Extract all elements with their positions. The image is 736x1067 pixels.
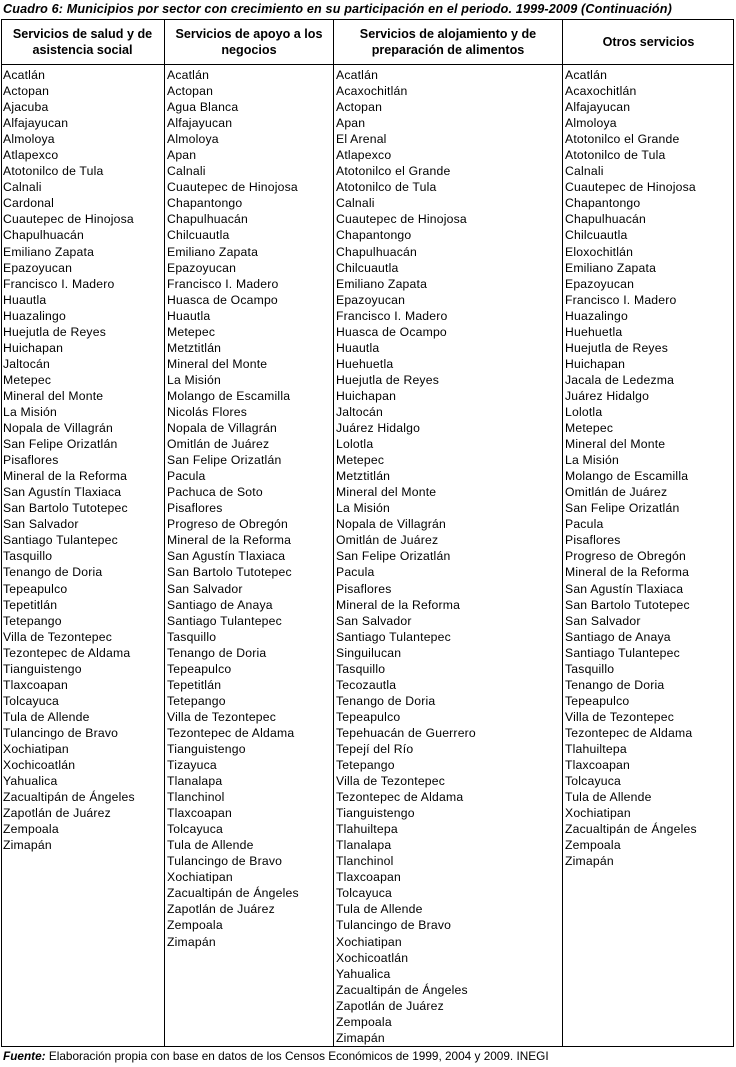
list-item: Emiliano Zapata <box>565 260 657 275</box>
list-item: Zempoala <box>3 822 59 837</box>
list-item: Mineral del Monte <box>3 388 104 403</box>
list-item: Zimapán <box>565 854 614 869</box>
list-item: Metztitlán <box>167 340 222 355</box>
list-item: Zempoala <box>565 838 621 853</box>
source-note <box>3 1049 549 1063</box>
list-item: Tezontepec de Aldama <box>565 725 693 740</box>
list-item: Emiliano Zapata <box>167 244 259 259</box>
list-item: Epazoyucan <box>3 260 73 275</box>
list-item: Tasquillo <box>167 629 217 644</box>
list-item: Apan <box>336 116 366 131</box>
list-item: San Bartolo Tutotepec <box>167 565 292 580</box>
list-item: Tenango de Doria <box>336 693 436 708</box>
list-item: Tulancingo de Bravo <box>167 854 283 869</box>
column-alojamiento <box>333 19 562 1047</box>
list-item: Nopala de Villagrán <box>3 421 113 436</box>
list-item: Zimapán <box>3 838 52 853</box>
list-item: Cuautepec de Hinojosa <box>167 180 298 195</box>
list-item: Acatlán <box>167 68 210 82</box>
list-item: Tetepango <box>167 693 226 708</box>
list-item: Chapulhuacán <box>336 244 418 259</box>
list-item: Tolcayuca <box>3 693 59 708</box>
list-item: Xochiatipan <box>336 934 402 949</box>
list-item: Zacualtipán de Ángeles <box>3 790 135 805</box>
list-item: Huehuetla <box>565 324 623 339</box>
list-item: Tezontepec de Aldama <box>336 790 464 805</box>
column-apoyo-negocios <box>164 19 333 1047</box>
list-item: Tianguistengo <box>167 741 246 756</box>
list-item: Mineral del Monte <box>336 485 437 500</box>
source-text: Elaboración propia con base en datos de los Censos Económicos de 1999, 2004 y 2009. INEGI <box>45 1049 549 1063</box>
list-item: Huichapan <box>565 356 626 371</box>
list-item: Tula de Allende <box>565 790 652 805</box>
list-item: Francisco I. Madero <box>565 292 677 307</box>
list-item: San Bartolo Tutotepec <box>3 501 128 516</box>
municipality-list <box>334 65 562 1046</box>
list-item: Tepeapulco <box>3 581 68 596</box>
list-item: Huichapan <box>336 388 397 403</box>
list-item: Pisaflores <box>3 453 59 468</box>
list-item: Ajacuba <box>3 100 49 115</box>
list-item: Tolcayuca <box>565 774 621 789</box>
municipality-list <box>563 65 734 869</box>
list-item: Tepeapulco <box>167 661 232 676</box>
list-item: Acaxochitlán <box>336 84 408 99</box>
list-item: Huazalingo <box>565 308 628 323</box>
list-item: Tepetitlán <box>3 597 58 612</box>
municipality-list <box>165 65 333 950</box>
list-item: Calnali <box>336 196 375 211</box>
list-item: Alfajayucan <box>565 100 631 115</box>
list-item: Mineral del Monte <box>167 356 268 371</box>
list-item: Mineral del Monte <box>565 437 666 452</box>
list-item: Acatlán <box>336 68 379 82</box>
list-item: Huautla <box>167 308 211 323</box>
list-item: Chilcuautla <box>167 228 230 243</box>
list-item: Actopan <box>3 84 50 99</box>
list-item: Yahualica <box>336 966 391 981</box>
list-item: Huasca de Ocampo <box>336 324 447 339</box>
list-item: Tlanalapa <box>336 838 392 853</box>
list-item: Omitlán de Juárez <box>336 533 439 548</box>
list-item: Zacualtipán de Ángeles <box>565 822 697 837</box>
list-item: Juárez Hidalgo <box>565 388 650 403</box>
list-item: San Felipe Orizatlán <box>336 549 451 564</box>
list-item: Mineral de la Reforma <box>565 565 690 580</box>
list-item: Molango de Escamilla <box>167 388 291 403</box>
list-item: La Misión <box>167 372 221 387</box>
list-item: Eloxochitlán <box>565 244 634 259</box>
list-item: Pacula <box>565 517 604 532</box>
column-salud <box>1 19 164 1047</box>
list-item: Chapulhuacán <box>167 212 249 227</box>
list-item: Villa de Tezontepec <box>336 774 446 789</box>
list-item: Mineral de la Reforma <box>167 533 292 548</box>
list-item: Almoloya <box>3 132 55 147</box>
source-label: Fuente: <box>3 1049 46 1063</box>
list-item: Tepeapulco <box>565 693 630 708</box>
list-item: Singuilucan <box>336 645 402 660</box>
list-item: Lolotla <box>336 437 374 452</box>
list-item: Epazoyucan <box>336 292 406 307</box>
list-item: Nopala de Villagrán <box>167 421 277 436</box>
list-item: Xochiatipan <box>3 741 69 756</box>
list-item: Zapotlán de Juárez <box>336 998 444 1013</box>
list-item: Pisaflores <box>565 533 621 548</box>
list-item: Metepec <box>167 324 216 339</box>
list-item: Nicolás Flores <box>167 404 248 419</box>
list-item: Agua Blanca <box>167 100 239 115</box>
list-item: Xochiatipan <box>167 870 233 885</box>
list-item: Atlapexco <box>3 148 59 163</box>
list-item: Tasquillo <box>336 661 386 676</box>
list-item: Apan <box>167 148 197 163</box>
list-item: La Misión <box>3 404 57 419</box>
list-item: Mineral de la Reforma <box>3 469 128 484</box>
list-item: Cardonal <box>3 196 55 211</box>
list-item: Progreso de Obregón <box>167 517 289 532</box>
list-item: Zimapán <box>336 1030 385 1045</box>
list-item: Molango de Escamilla <box>565 469 689 484</box>
list-item: San Agustín Tlaxiaca <box>565 581 684 596</box>
list-item: Tepetitlán <box>167 677 222 692</box>
list-item: Chilcuautla <box>565 228 628 243</box>
list-item: Pachuca de Soto <box>167 485 263 500</box>
list-item: Epazoyucan <box>565 276 635 291</box>
list-item: Chilcuautla <box>336 260 399 275</box>
list-item: Calnali <box>167 164 206 179</box>
list-item: Mineral de la Reforma <box>336 597 461 612</box>
column-header: Otros servicios <box>563 19 734 65</box>
column-header: Servicios de apoyo a los negocios <box>165 19 333 65</box>
list-item: Tecozautla <box>336 677 397 692</box>
list-item: Tlanchinol <box>336 854 394 869</box>
list-item: Acatlán <box>565 68 608 82</box>
list-item: Tezontepec de Aldama <box>3 645 131 660</box>
list-item: Santiago de Anaya <box>167 597 273 612</box>
list-item: Cuautepec de Hinojosa <box>3 212 134 227</box>
list-item: Huehuetla <box>336 356 394 371</box>
list-item: Metepec <box>3 372 52 387</box>
list-item: San Bartolo Tutotepec <box>565 597 690 612</box>
list-item: Almoloya <box>167 132 219 147</box>
list-item: Calnali <box>3 180 42 195</box>
list-item: Tlaxcoapan <box>167 806 233 821</box>
list-item: Francisco I. Madero <box>3 276 115 291</box>
list-item: El Arenal <box>336 132 387 147</box>
list-item: Pacula <box>167 469 206 484</box>
list-item: Tlaxcoapan <box>565 758 631 773</box>
list-item: Santiago de Anaya <box>565 629 671 644</box>
list-item: Actopan <box>336 100 383 115</box>
list-item: Tlaxcoapan <box>3 677 69 692</box>
list-item: Emiliano Zapata <box>3 244 95 259</box>
list-item: Omitlán de Juárez <box>167 437 270 452</box>
list-item: Chapulhuacán <box>3 228 85 243</box>
list-item: San Salvador <box>565 613 641 628</box>
list-item: Tula de Allende <box>336 902 423 917</box>
list-item: San Felipe Orizatlán <box>167 453 282 468</box>
list-item: Santiago Tulantepec <box>3 533 118 548</box>
list-item: Villa de Tezontepec <box>167 709 277 724</box>
list-item: Tlanchinol <box>167 790 225 805</box>
list-item: Acatlán <box>3 68 46 82</box>
list-item: Atotonilco de Tula <box>336 180 437 195</box>
list-item: Francisco I. Madero <box>336 308 448 323</box>
list-item: Tula de Allende <box>3 709 90 724</box>
list-item: Pisaflores <box>167 501 223 516</box>
list-item: San Salvador <box>167 581 243 596</box>
list-item: San Salvador <box>336 613 412 628</box>
list-item: Tezontepec de Aldama <box>167 725 295 740</box>
list-item: San Agustín Tlaxiaca <box>167 549 286 564</box>
list-item: Tenango de Doria <box>565 677 665 692</box>
list-item: Huejutla de Reyes <box>565 340 668 355</box>
list-item: Metepec <box>565 421 614 436</box>
list-item: Xochiatipan <box>565 806 631 821</box>
list-item: Tulancingo de Bravo <box>3 725 119 740</box>
list-item: Villa de Tezontepec <box>565 709 675 724</box>
list-item: San Felipe Orizatlán <box>565 501 680 516</box>
list-item: Zapotlán de Juárez <box>3 806 111 821</box>
list-item: Zapotlán de Juárez <box>167 902 275 917</box>
list-item: Huejutla de Reyes <box>336 372 439 387</box>
list-item: Francisco I. Madero <box>167 276 279 291</box>
list-item: Pisaflores <box>336 581 392 596</box>
list-item: Tolcayuca <box>336 886 392 901</box>
list-item: Tetepango <box>336 758 395 773</box>
list-item: Tianguistengo <box>3 661 82 676</box>
municipality-list <box>1 65 164 853</box>
list-item: Zempoala <box>336 1014 392 1029</box>
list-item: Chapantongo <box>167 196 243 211</box>
list-item: Huautla <box>336 340 380 355</box>
list-item: Tenango de Doria <box>3 565 103 580</box>
list-item: Jaltocán <box>336 404 383 419</box>
list-item: Acaxochitlán <box>565 84 637 99</box>
list-item: Tlaxcoapan <box>336 870 402 885</box>
list-item: Huautla <box>3 292 47 307</box>
list-item: Tizayuca <box>167 758 217 773</box>
list-item: Metepec <box>336 453 385 468</box>
list-item: Yahualica <box>3 774 58 789</box>
list-item: Cuautepec de Hinojosa <box>336 212 467 227</box>
list-item: Tula de Allende <box>167 838 254 853</box>
list-item: Cuautepec de Hinojosa <box>565 180 696 195</box>
list-item: Tepejí del Río <box>336 741 414 756</box>
list-item: Calnali <box>565 164 604 179</box>
column-header: Servicios de salud y de asistencia social <box>1 19 164 65</box>
list-item: Huasca de Ocampo <box>167 292 278 307</box>
list-item: Xochicoatlán <box>336 950 409 965</box>
list-item: Atlapexco <box>336 148 392 163</box>
list-item: Emiliano Zapata <box>336 276 428 291</box>
list-item: Huejutla de Reyes <box>3 324 106 339</box>
list-item: Tepeapulco <box>336 709 401 724</box>
list-item: Lolotla <box>565 404 603 419</box>
list-item: Omitlán de Juárez <box>565 485 668 500</box>
list-item: Chapulhuacán <box>565 212 647 227</box>
list-item: Xochicoatlán <box>3 758 76 773</box>
list-item: Tianguistengo <box>336 806 415 821</box>
list-item: Chapantongo <box>565 196 641 211</box>
list-item: Zempoala <box>167 918 223 933</box>
list-item: Santiago Tulantepec <box>167 613 282 628</box>
list-item: Nopala de Villagrán <box>336 517 446 532</box>
list-item: Atotonilco el Grande <box>336 164 451 179</box>
list-item: Zimapán <box>167 934 216 949</box>
list-item: Atotonilco el Grande <box>565 132 680 147</box>
list-item: Atotonilco de Tula <box>3 164 104 179</box>
list-item: Tenango de Doria <box>167 645 267 660</box>
list-item: La Misión <box>565 453 619 468</box>
column-otros <box>562 19 734 1047</box>
list-item: Tulancingo de Bravo <box>336 918 452 933</box>
list-item: Villa de Tezontepec <box>3 629 113 644</box>
list-item: Epazoyucan <box>167 260 237 275</box>
list-item: Alfajayucan <box>3 116 69 131</box>
list-item: Huazalingo <box>3 308 66 323</box>
list-item: La Misión <box>336 501 390 516</box>
list-item: Pacula <box>336 565 375 580</box>
list-item: Tlahuiltepa <box>336 822 398 837</box>
list-item: Tetepango <box>3 613 62 628</box>
list-item: Tepehuacán de Guerrero <box>336 725 476 740</box>
list-item: Tasquillo <box>565 661 615 676</box>
column-header: Servicios de alojamiento y de preparación de alimentos <box>334 19 562 65</box>
list-item: Tlahuiltepa <box>565 741 627 756</box>
list-item: Tolcayuca <box>167 822 223 837</box>
list-item: Tasquillo <box>3 549 53 564</box>
list-item: San Felipe Orizatlán <box>3 437 118 452</box>
list-item: Atotonilco de Tula <box>565 148 666 163</box>
list-item: Santiago Tulantepec <box>565 645 680 660</box>
list-item: Actopan <box>167 84 214 99</box>
list-item: Metztitlán <box>336 469 391 484</box>
list-item: Progreso de Obregón <box>565 549 687 564</box>
list-item: San Agustín Tlaxiaca <box>3 485 122 500</box>
list-item: Almoloya <box>565 116 617 131</box>
list-item: Juárez Hidalgo <box>336 421 421 436</box>
list-item: Zacualtipán de Ángeles <box>167 886 299 901</box>
list-item: Tlanalapa <box>167 774 223 789</box>
list-item: Santiago Tulantepec <box>336 629 451 644</box>
list-item: San Salvador <box>3 517 79 532</box>
list-item: Chapantongo <box>336 228 412 243</box>
list-item: Jacala de Ledezma <box>565 372 675 387</box>
list-item: Zacualtipán de Ángeles <box>336 982 468 997</box>
list-item: Huichapan <box>3 340 64 355</box>
table-title: Cuadro 6: Municipios por sector con crecimiento en su participación en el periodo. 1999-2009 (Continuación) <box>3 2 672 16</box>
list-item: Alfajayucan <box>167 116 233 131</box>
list-item: Jaltocán <box>3 356 50 371</box>
